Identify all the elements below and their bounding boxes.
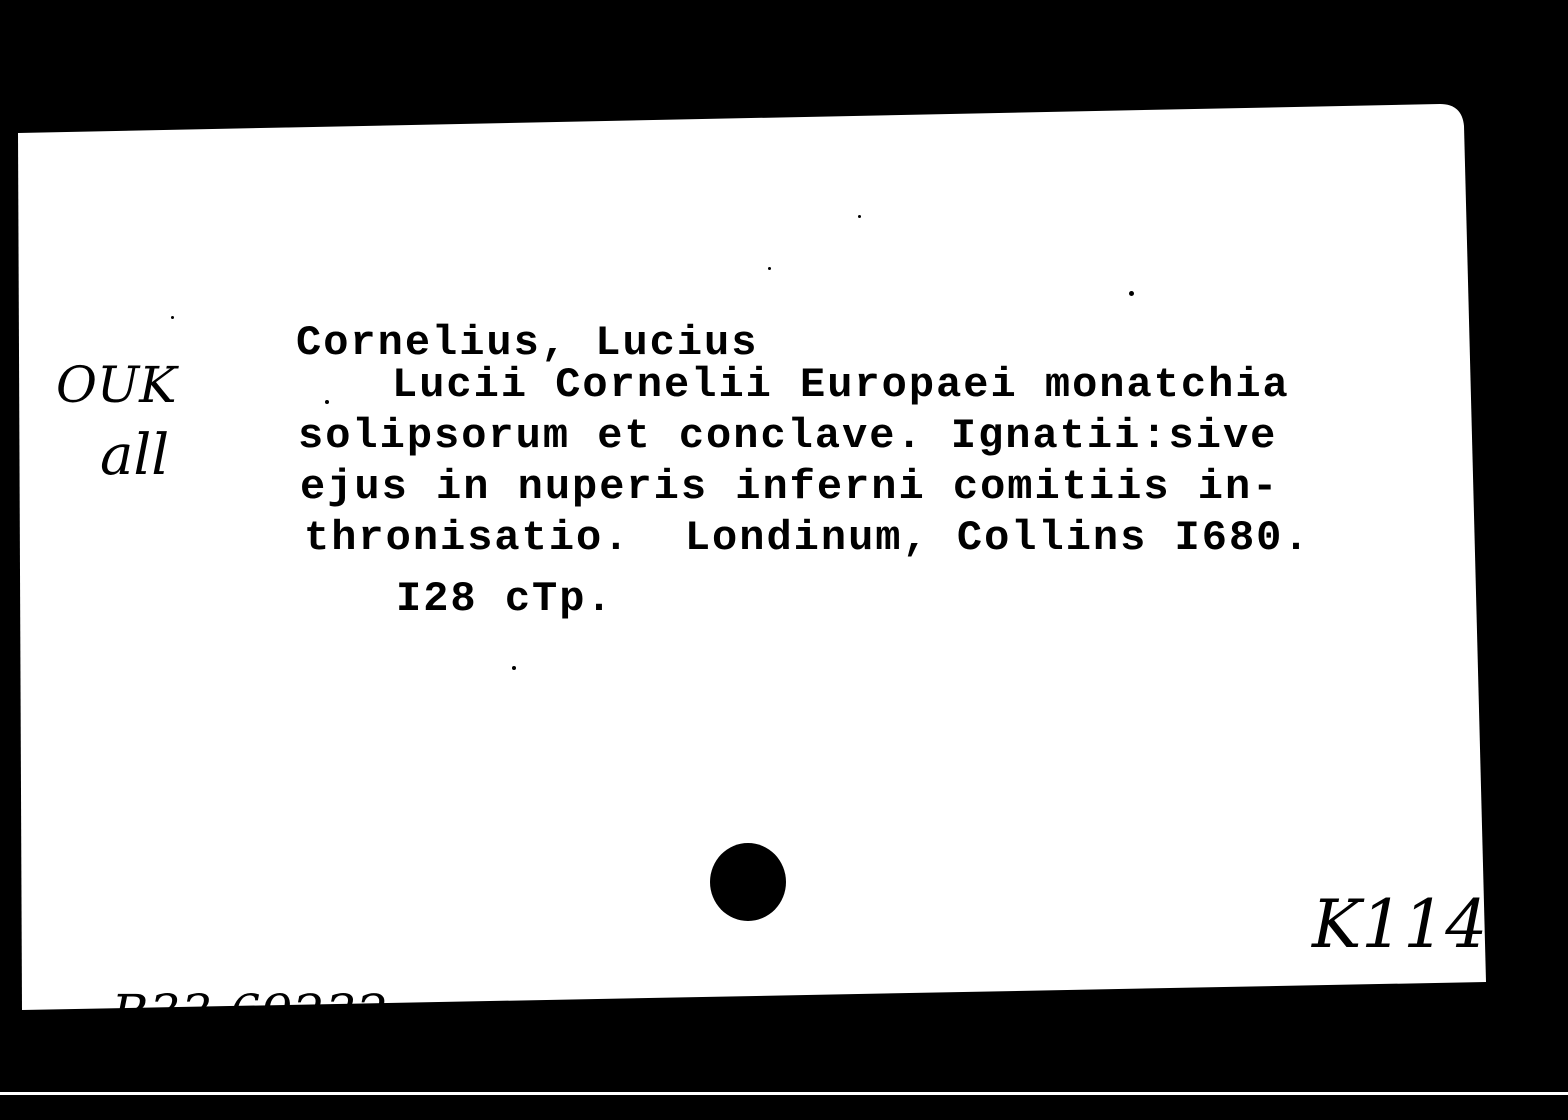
body-line-1: Lucii Cornelii Europaei monatchia xyxy=(392,361,1290,409)
dust-speck xyxy=(325,400,329,404)
handwritten-call-number xyxy=(48,938,417,1088)
dust-speck xyxy=(858,215,861,218)
handwritten-note-second: all xyxy=(100,423,170,488)
body-line-3: ejus in nuperis inferni comitiis in- xyxy=(300,463,1280,511)
body-line-2: solipsorum et conclave. Ignatii:sive xyxy=(298,412,1278,460)
dust-speck xyxy=(171,316,174,319)
body-line-4: thronisatio. Londinum, Collins I680. xyxy=(304,514,1311,562)
handwritten-shelf-mark: K114 xyxy=(1312,886,1488,963)
dust-speck xyxy=(1129,291,1134,296)
call-number-text: B33-69232 xyxy=(111,984,388,1042)
body-line-5: I28 cTp. xyxy=(396,575,614,623)
dust-speck xyxy=(768,267,771,270)
punch-hole xyxy=(710,843,786,921)
dust-speck xyxy=(512,666,516,670)
scan-edge-line xyxy=(0,1092,1568,1095)
call-number-suffix: 1. xyxy=(387,1003,417,1038)
handwritten-note-top: OUK xyxy=(56,356,177,414)
card-heading: Cornelius, Lucius xyxy=(296,319,759,367)
